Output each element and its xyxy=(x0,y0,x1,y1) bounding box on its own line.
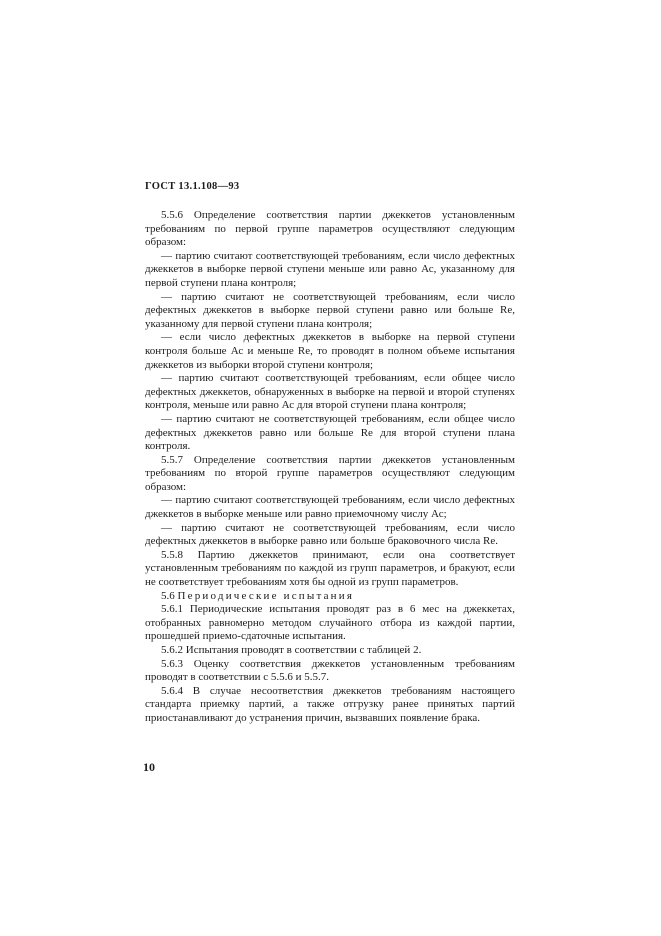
paragraph-5-5-7: 5.5.7 Определение соответствия партии джеккетов установленным требованиям по второй группе параметров осуществляют следующим образом: xyxy=(145,453,515,493)
page-number: 10 xyxy=(143,760,155,774)
list-item: — партию считают соответствующей требованиям, если число дефектных джеккетов в выборке первой ступени меньше или равно Ас, указанному для первой ступени плана контроля; xyxy=(145,249,515,289)
section-title: Периодические испытания xyxy=(177,589,355,602)
paragraph-5-6-3: 5.6.3 Оценку соответствия джеккетов установленным требованиям проводят в соответствии с 5.5.6 и 5.5.7. xyxy=(145,657,515,684)
paragraph-5-6-4: 5.6.4 В случае несоответствия джеккетов требованиям настоящего стандарта приемку партий, а также отгрузку ранее принятых партий приостанавливают до устранения причин, вызвавших появление брака. xyxy=(145,684,515,724)
list-item: — партию считают не соответствующей требованиям, если общее число дефектных джеккетов равно или больше Re для второй ступени плана контроля. xyxy=(145,412,515,453)
paragraph-5-6-1: 5.6.1 Периодические испытания проводят раз в 6 мес на джеккетах, отобранных равномерно методом случайного отбора из каждой партии, прошедшей приемо-сдаточные испытания. xyxy=(145,603,515,643)
list-item: — партию считают не соответствующей требованиям, если число дефектных джеккетов в выборке первой ступени равно или больше Re, указанному для первой ступени плана контроля; xyxy=(145,290,515,330)
paragraph-5-5-6: 5.5.6 Определение соответствия партии джеккетов установленным требованиям по первой группе параметров осуществляют следующим образом: xyxy=(145,209,515,249)
paragraph-5-6-2: 5.6.2 Испытания проводят в соответствии с таблицей 2. xyxy=(161,644,422,656)
list-item: — партию считают соответствующей требованиям, если общее число дефектных джеккетов, обнаруженных в выборке на первой и второй ступенях контроля, меньше или равно Ас для второй ступени плана контроля; xyxy=(145,372,515,412)
document-body xyxy=(145,209,515,726)
list-item: — партию считают не соответствующей требованиям, если число дефектных джеккетов в выборке равно или больше браковочного числа Re. xyxy=(145,521,515,548)
section-heading xyxy=(145,590,515,604)
paragraph-5-5-8: 5.5.8 Партию джеккетов принимают, если она соответствует установленным требованиям по каждой из групп параметров, и бракуют, если не соответствует требованиям хотя бы одной из групп параметров. xyxy=(145,548,515,589)
section-number: 5.6 xyxy=(161,589,175,602)
list-item: — партию считают соответствующей требованиям, если число дефектных джеккетов в выборке меньше или равно приемочному числу Ас; xyxy=(145,494,515,521)
page-header: ГОСТ 13.1.108—93 xyxy=(145,181,240,192)
list-item: — если число дефектных джеккетов в выборке на первой ступени контроля больше Ас и меньше Re, то проводят в полном объеме испытания джеккетов из выборки второй ступени контроля; xyxy=(145,331,515,371)
